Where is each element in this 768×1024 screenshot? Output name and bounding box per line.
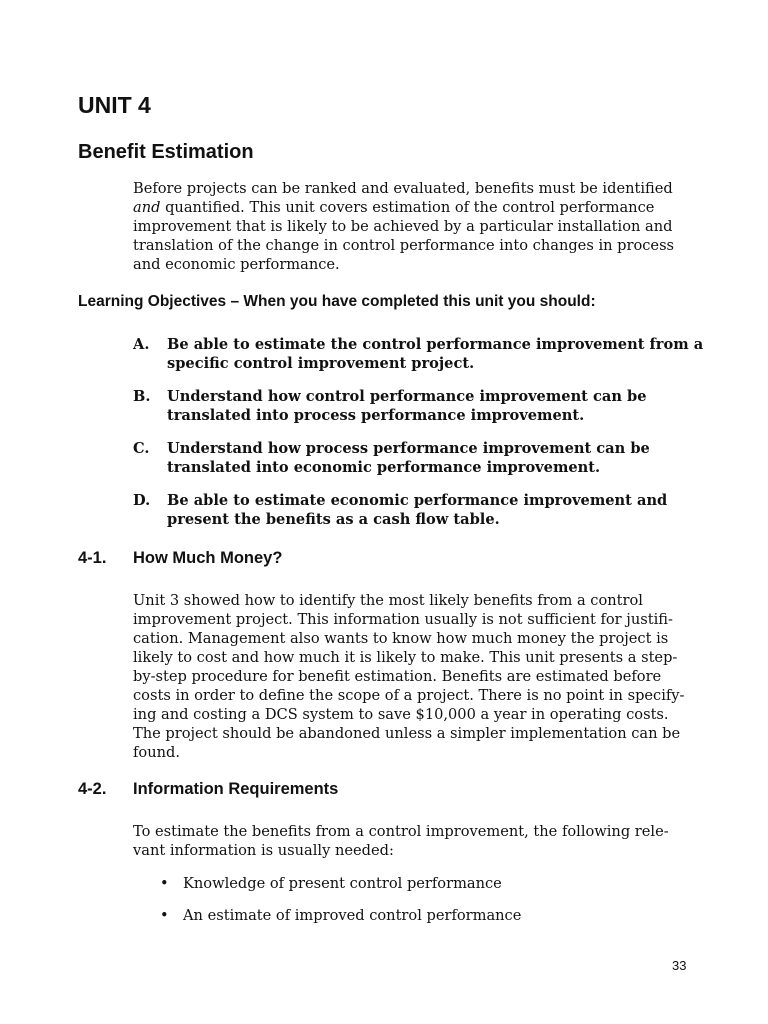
intro-line: and quantified. This unit covers estimation of the control performance — [133, 199, 655, 216]
section1-paragraph: Unit 3 showed how to identify the most likely benefits from a control improvement project. This information usually is not sufficient for justifi- cation. Management also wants to know how much money the project is likely to cost and how much it is likely to make. This unit presents a step- by-step procedure for benefit estimation. Benefits are estimated before costs in order to define the scope of a project. There is no point in specify- ing and costing a DCS system to save $10,000 a year in operating costs. The project should be abandoned unless a simpler implementation can be found. — [133, 592, 685, 761]
objective-text: Understand how process performance improvement can be translated into economic performance improvement. — [167, 440, 650, 476]
section-heading-how-much-money — [78, 549, 282, 568]
intro-line: improvement that is likely to be achieved by a particular installation and — [133, 218, 673, 235]
objective-text: Understand how control performance improvement can be translated into process performance improvement. — [167, 388, 647, 424]
section-title: Information Requirements — [133, 780, 339, 798]
list-item-text: Knowledge of present control performance — [183, 875, 502, 892]
objective-letter: D. — [133, 492, 151, 509]
bullet-icon: • — [160, 875, 169, 892]
intro-paragraph — [133, 179, 693, 274]
unit-title: UNIT 4 — [78, 92, 151, 118]
section-number: 4-1. — [78, 549, 107, 567]
objective-letter: B. — [133, 388, 151, 405]
section-heading-information-requirements — [78, 780, 338, 799]
section2-paragraph: To estimate the benefits from a control improvement, the following rele- vant information is usually needed: — [133, 823, 669, 859]
objective-text: Be able to estimate economic performance improvement and present the benefits as a cash flow table. — [167, 492, 668, 528]
objective-letter: C. — [133, 440, 150, 457]
intro-line: translation of the change in control performance into changes in process — [133, 237, 675, 254]
unit-subtitle: Benefit Estimation — [78, 141, 254, 163]
bullet-icon: • — [160, 907, 169, 924]
intro-line: Before projects can be ranked and evaluated, benefits must be identified — [133, 180, 673, 197]
page-number: 33 — [672, 958, 687, 973]
objective-text: Be able to estimate the control performance improvement from a specific control improvement project. — [167, 336, 704, 372]
list-item-text: An estimate of improved control performance — [183, 907, 522, 924]
section-number: 4-2. — [78, 780, 107, 798]
objectives-heading: Learning Objectives – When you have completed this unit you should: — [78, 293, 596, 310]
objective-letter: A. — [133, 336, 150, 353]
section-title: How Much Money? — [133, 549, 283, 567]
intro-emphasis: and — [133, 199, 161, 216]
intro-line: and economic performance. — [133, 256, 340, 273]
